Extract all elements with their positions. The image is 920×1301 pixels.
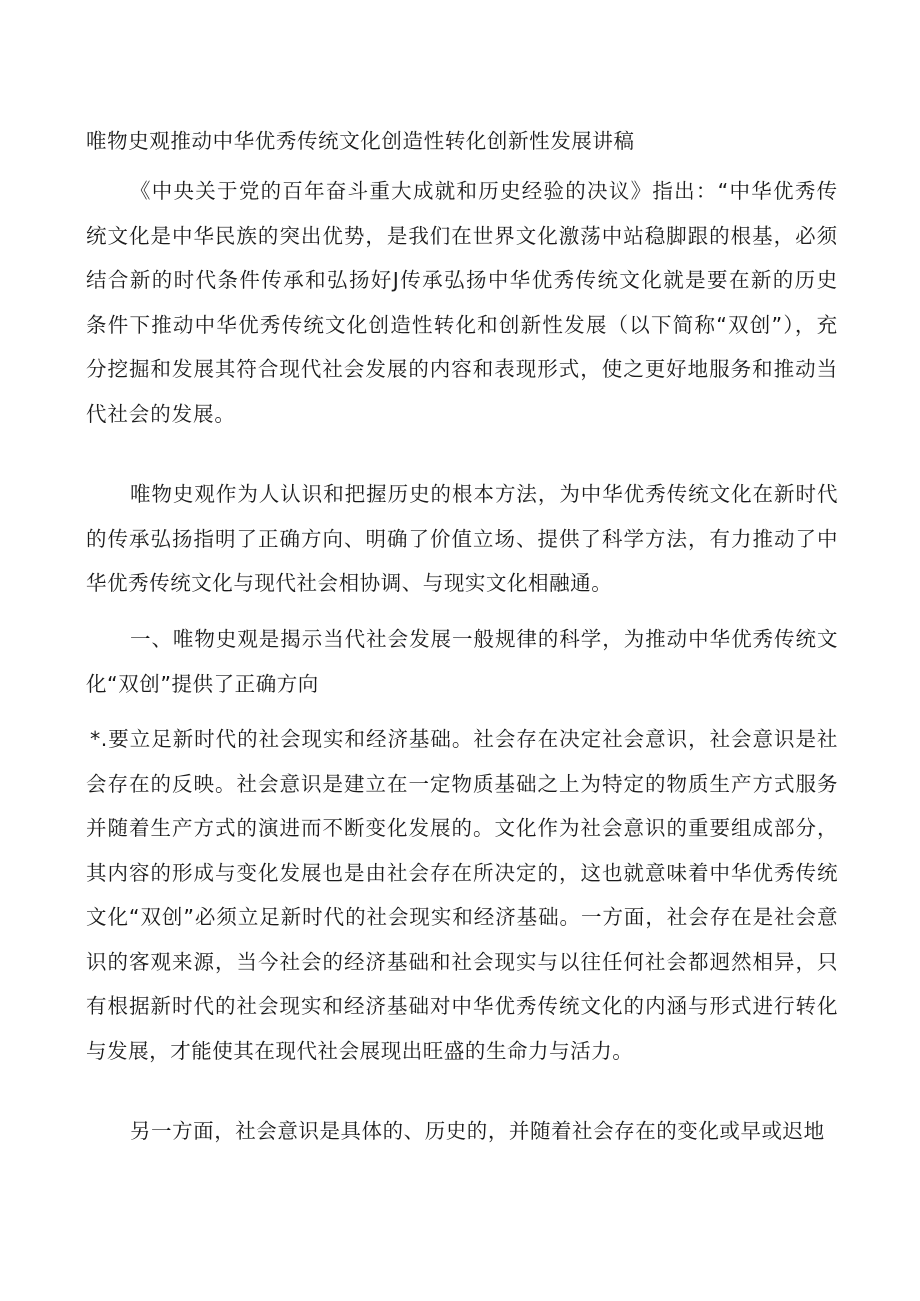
paragraph-other-aspect: 另一方面，社会意识是具体的、历史的，并随着社会存在的变化或早或迟地 [130, 1119, 825, 1143]
paragraph-resolution-quote: 《中央关于党的百年奋斗重大成就和历史经验的决议》指出：“中华优秀传统文化是中华民族的突出优势，是我们在世界文化激荡中站稳脚跟的根基，必须结合新的时代条件传承和弘扬好J传承弘扬中华优秀传统文化就是要在新的历史条件下推动中华优秀传统文化创造性转化和创新性发展（以下简称“双创”），充分挖掘和发展其符合现代社会发展的内容和表现形式，使之更好地服务和推动当代社会的发展。 [86, 179, 838, 426]
paragraph-historical-materialism: 唯物史观作为人认识和把握历史的根本方法，为中华优秀传统文化在新时代的传承弘扬指明了正确方向、明确了价值立场、提供了科学方法，有力推动了中华优秀传统文化与现代社会相协调、与现实文化相融通。 [86, 482, 838, 595]
document-title: 唯物史观推动中华优秀传统文化创造性转化创新性发展讲稿 [86, 129, 635, 153]
paragraph-social-reality: *.要立足新时代的社会现实和经济基础。社会存在决定社会意识，社会意识是社会存在的反映。社会意识是建立在一定物质基础之上为特定的物质生产方式服务并随着生产方式的演进而不断变化发展的。文化作为社会意识的重要组成部分，其内容的形成与变化发展也是由社会存在所决定的，这也就意味着中华优秀传统文化“双创”必须立足新时代的社会现实和经济基础。一方面，社会存在是社会意识的客观来源，当今社会的经济基础和社会现实与以往任何社会都迥然相异，只有根据新时代的社会现实和经济基础对中华优秀传统文化的内涵与形式进行转化与发展，才能使其在现代社会展现出旺盛的生命力与活力。 [86, 727, 838, 1063]
section-heading-one: 一、唯物史观是揭示当代社会发展一般规律的科学，为推动中华优秀传统文化“双创”提供了正确方向 [86, 627, 838, 696]
